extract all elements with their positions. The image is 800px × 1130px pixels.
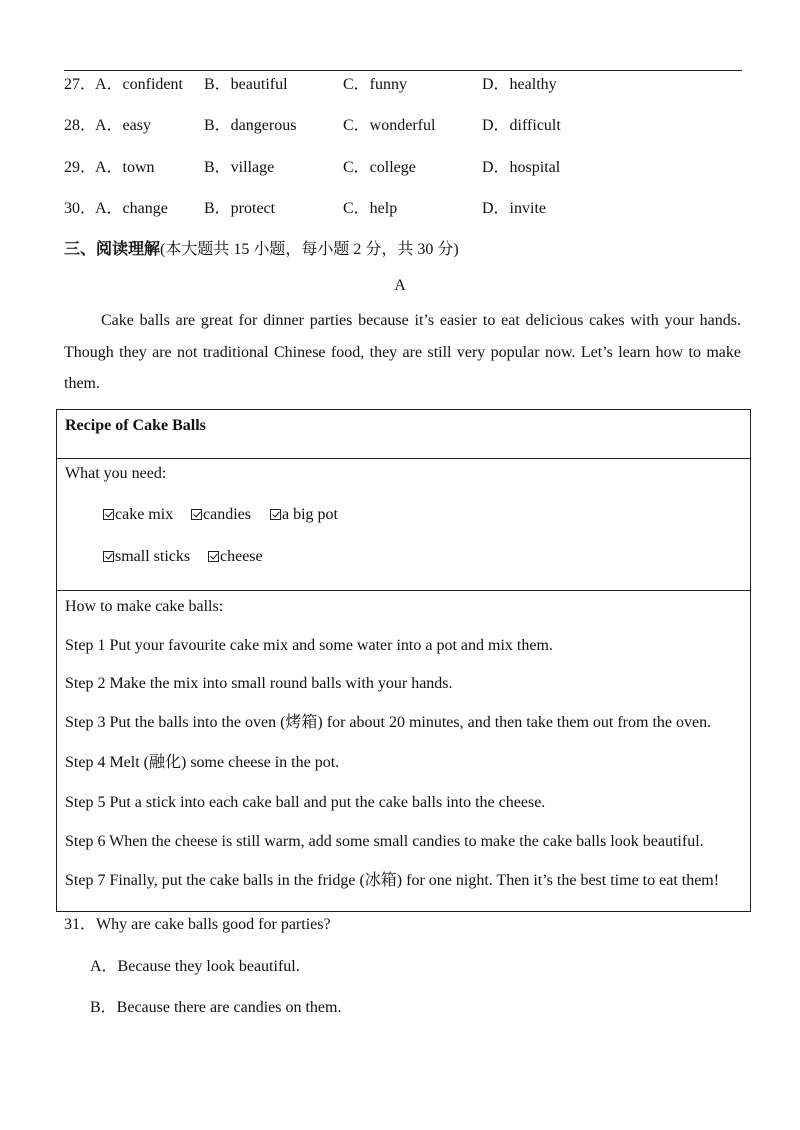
table-divider	[57, 458, 750, 459]
recipe-title: Recipe of Cake Balls	[65, 417, 206, 434]
ingredient-small-sticks	[103, 547, 190, 567]
step-7: Step 7 Finally, put the cake balls in the fridge (冰箱) for one night. Then it’s the best time to eat them!	[65, 872, 720, 889]
option-c: C．help	[343, 200, 398, 217]
step-3: Step 3 Put the balls into the oven (烤箱) for about 20 minutes, and then take them out from the oven.	[65, 714, 712, 731]
step-4: Step 4 Melt (融化) some cheese in the pot.	[65, 754, 340, 771]
ingredient-cake-mix	[103, 505, 173, 525]
question-number: 30．	[64, 200, 97, 217]
option-b: B．protect	[204, 200, 276, 217]
question-number: 28．	[64, 117, 97, 134]
header-rule	[64, 70, 742, 71]
question-29-options	[64, 158, 744, 178]
need-label: What you need:	[65, 465, 167, 482]
ingredient-big-pot	[270, 505, 338, 525]
option-a: A．easy	[95, 117, 151, 134]
option-d: D．healthy	[482, 76, 557, 93]
question-31: 31．Why are cake balls good for parties?	[64, 916, 331, 933]
option-a: A．change	[95, 200, 168, 217]
section-note: (本大题共 15 小题，每小题 2 分，共 30 分)	[160, 241, 459, 258]
step-5: Step 5 Put a stick into each cake ball and put the cake balls into the cheese.	[65, 794, 546, 811]
question-30-options	[64, 199, 744, 219]
question-28-options	[64, 116, 744, 136]
question-31-option-b: B．Because there are candies on them.	[90, 999, 342, 1016]
option-a: A．confident	[95, 76, 183, 93]
option-c: C．funny	[343, 76, 408, 93]
option-d: D．difficult	[482, 117, 561, 134]
checkbox-icon	[191, 509, 202, 520]
table-divider	[57, 590, 750, 591]
question-27-options	[64, 75, 744, 95]
option-b: B．beautiful	[204, 76, 288, 93]
question-31-option-a: A．Because they look beautiful.	[90, 958, 300, 975]
question-number: 27．	[64, 76, 97, 93]
question-number: 29．	[64, 159, 97, 176]
ingredient-label: small sticks	[115, 548, 191, 565]
option-c: C．college	[343, 159, 416, 176]
option-b: B．village	[204, 159, 275, 176]
section-heading	[64, 240, 459, 260]
ingredient-label: a big pot	[282, 506, 338, 523]
passage-letter: A	[394, 277, 406, 294]
ingredient-label: candies	[203, 506, 251, 523]
option-a: A．town	[95, 159, 155, 176]
checkbox-icon	[208, 551, 219, 562]
option-d: D．hospital	[482, 159, 561, 176]
how-label: How to make cake balls:	[65, 598, 224, 615]
ingredient-candies	[191, 505, 251, 525]
step-6: Step 6 When the cheese is still warm, add some small candies to make the cake balls look beautiful.	[65, 833, 704, 850]
ingredient-cheese	[208, 547, 263, 567]
step-1: Step 1 Put your favourite cake mix and some water into a pot and mix them.	[65, 637, 553, 654]
passage-intro	[64, 305, 741, 400]
section-title: 三、阅读理解	[64, 241, 161, 258]
checkbox-icon	[270, 509, 281, 520]
option-d: D．invite	[482, 200, 546, 217]
checkbox-icon	[103, 551, 114, 562]
ingredient-label: cake mix	[115, 506, 174, 523]
checkbox-icon	[103, 509, 114, 520]
step-2: Step 2 Make the mix into small round balls with your hands.	[65, 675, 453, 692]
intro-paragraph: Cake balls are great for dinner parties because it’s easier to eat delicious cakes with your hands. Though they are not traditional Chinese food, they are still very popular now. Let’s learn how to make them.	[64, 312, 741, 392]
ingredient-label: cheese	[220, 548, 263, 565]
recipe-table	[56, 409, 751, 912]
option-c: C．wonderful	[343, 117, 436, 134]
option-b: B．dangerous	[204, 117, 297, 134]
